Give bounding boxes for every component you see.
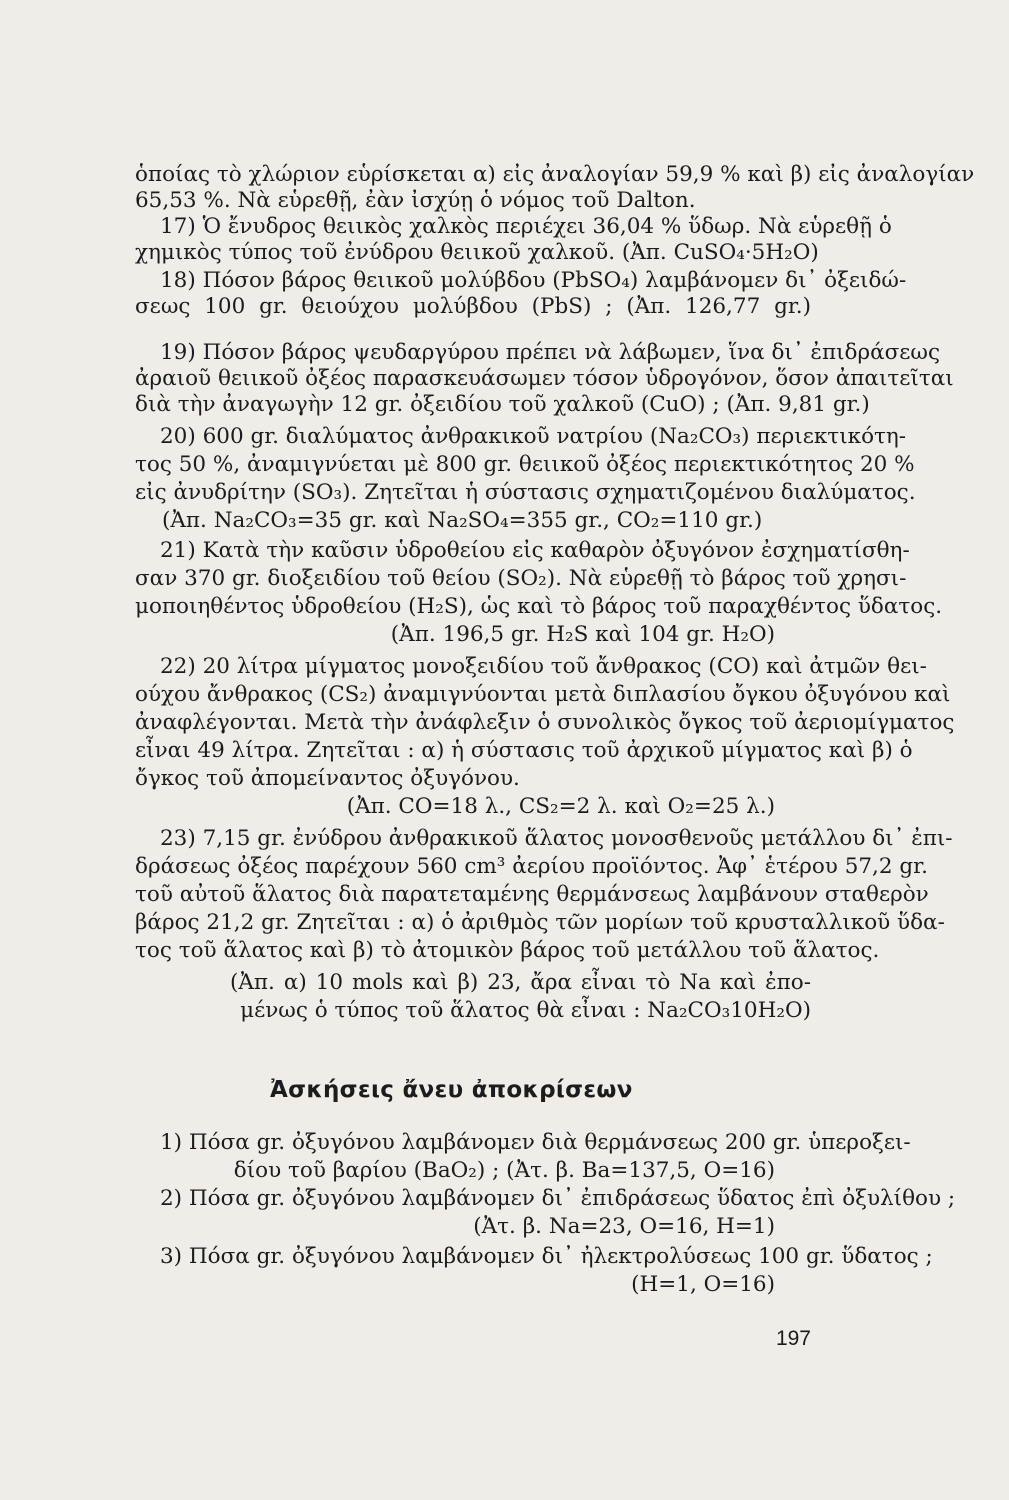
section-heading: Ἀσκήσεις ἄνευ ἀποκρίσεων xyxy=(270,1077,633,1103)
exercise-line: 1) Πόσα gr. ὀξυγόνου λαμβάνομεν διὰ θερμάνσεως 200 gr. ὑπεροξει- xyxy=(160,1130,911,1155)
text-line: εἶναι 49 λίτρα. Ζητεῖται : α) ἡ σύστασις τοῦ ἀρχικοῦ μίγματος καὶ β) ὁ xyxy=(135,738,913,763)
answer-line: (Ἀπ. CO=18 λ., CS₂=2 λ. καὶ O₂=25 λ.) xyxy=(346,794,775,819)
text-line: 17) Ὁ ἔνυδρος θειικὸς χαλκὸς περιέχει 36,04 % ὕδωρ. Νὰ εὑρεθῇ ὁ xyxy=(160,214,892,239)
text-line: ὁποίας τὸ χλώριον εὑρίσκεται α) εἰς ἀναλογίαν 59,9 % καὶ β) εἰς ἀναλογίαν xyxy=(135,162,975,187)
exercise-line: 2) Πόσα gr. ὀξυγόνου λαμβάνομεν δι᾽ ἐπιδράσεως ὕδατος ἐπὶ ὀξυλίθου ; xyxy=(160,1186,956,1211)
text-line: ἀναφλέγονται. Μετὰ τὴν ἀνάφλεξιν ὁ συνολικὸς ὄγκος τοῦ ἀεριομίγματος xyxy=(135,710,955,735)
text-line: τος 50 %, ἀναμιγνύεται μὲ 800 gr. θειικοῦ ὀξέος περιεκτικότητος 20 % xyxy=(135,452,915,477)
text-line: σεως 100 gr. θειούχου μολύβδου (PbS) ; (Ἀπ. 126,77 gr.) xyxy=(135,294,811,319)
answer-line: μένως ὁ τύπος τοῦ ἅλατος θὰ εἶναι : Na₂CO₃10H₂O) xyxy=(240,998,811,1023)
text-line: 65,53 %. Νὰ εὑρεθῇ, ἐὰν ἰσχύῃ ὁ νόμος τοῦ Dalton. xyxy=(135,188,696,213)
text-line: 19) Πόσον βάρος ψευδαργύρου πρέπει νὰ λάβωμεν, ἵνα δι᾽ ἐπιδράσεως xyxy=(160,340,941,365)
text-line: 20) 600 gr. διαλύματος ἀνθρακικοῦ νατρίου (Na₂CO₃) περιεκτικότη- xyxy=(160,424,907,449)
text-line: 23) 7,15 gr. ἐνύδρου ἀνθρακικοῦ ἅλατος μονοσθενοῦς μετάλλου δι᾽ ἐπι- xyxy=(160,826,953,851)
text-line: σαν 370 gr. διοξειδίου τοῦ θείου (SO₂). Νὰ εὑρεθῇ τὸ βάρος τοῦ χρησι- xyxy=(135,566,907,591)
text-line: χημικὸς τύπος τοῦ ἐνύδρου θειικοῦ χαλκοῦ. (Ἀπ. CuSO₄·5H₂O) xyxy=(135,240,819,265)
exercise-line: (H=1, O=16) xyxy=(631,1272,775,1297)
answer-line: (Ἀπ. α) 10 mols καὶ β) 23, ἄρα εἶναι τὸ Na καὶ ἐπο- xyxy=(230,970,811,995)
text-line: 21) Κατὰ τὴν καῦσιν ὑδροθείου εἰς καθαρὸν ὀξυγόνον ἐσχηματίσθη- xyxy=(160,538,910,563)
text-line: 22) 20 λίτρα μίγματος μονοξειδίου τοῦ ἄνθρακος (CO) καὶ ἀτμῶν θει- xyxy=(160,654,927,679)
text-line: εἰς ἀνυδρίτην (SO₃). Ζητεῖται ἡ σύστασις σχηματιζομένου διαλύματος. xyxy=(135,480,916,505)
text-line: ὄγκος τοῦ ἀπομείναντος ὀξυγόνου. xyxy=(135,766,520,791)
text-line: 18) Πόσον βάρος θειικοῦ μολύβδου (PbSO₄) λαμβάνομεν δι᾽ ὀξειδώ- xyxy=(160,268,907,293)
text-line: ἀραιοῦ θειικοῦ ὀξέος παρασκευάσωμεν τόσον ὑδρογόνον, ὅσον ἀπαιτεῖται xyxy=(135,366,954,391)
text-line: διὰ τὴν ἀναγωγὴν 12 gr. ὀξειδίου τοῦ χαλκοῦ (CuO) ; (Ἀπ. 9,81 gr.) xyxy=(135,392,870,417)
answer-line: (Ἀπ. Na₂CO₃=35 gr. καὶ Na₂SO₄=355 gr., CO₂=110 gr.) xyxy=(162,508,763,533)
page-number: 197 xyxy=(775,1327,811,1350)
text-line: βάρος 21,2 gr. Ζητεῖται : α) ὁ ἀριθμὸς τῶν μορίων τοῦ κρυσταλλικοῦ ὕδα- xyxy=(135,910,945,935)
text-line: δράσεως ὀξέος παρέχουν 560 cm³ ἀερίου προϊόντος. Ἀφ᾽ ἑτέρου 57,2 gr. xyxy=(135,854,928,879)
text-line: τος τοῦ ἅλατος καὶ β) τὸ ἀτομικὸν βάρος τοῦ μετάλλου τοῦ ἅλατος. xyxy=(135,938,880,963)
exercise-line: δίου τοῦ βαρίου (BaO₂) ; (Ἀτ. β. Ba=137,5, O=16) xyxy=(233,1158,775,1183)
text-line: μοποιηθέντος ὑδροθείου (H₂S), ὡς καὶ τὸ βάρος τοῦ παραχθέντος ὕδατος. xyxy=(135,594,943,619)
text-line: τοῦ αὐτοῦ ἅλατος διὰ παρατεταμένης θερμάνσεως λαμβάνουν σταθερὸν xyxy=(135,882,929,907)
exercise-line: (Ἀτ. β. Na=23, O=16, H=1) xyxy=(473,1214,775,1239)
text-line: ούχου ἄνθρακος (CS₂) ἀναμιγνύονται μετὰ διπλασίου ὄγκου ὀξυγόνου καὶ xyxy=(135,682,951,707)
answer-line: (Ἀπ. 196,5 gr. H₂S καὶ 104 gr. H₂O) xyxy=(390,622,775,647)
exercise-line: 3) Πόσα gr. ὀξυγόνου λαμβάνομεν δι᾽ ἠλεκτρολύσεως 100 gr. ὕδατος ; xyxy=(160,1244,933,1269)
